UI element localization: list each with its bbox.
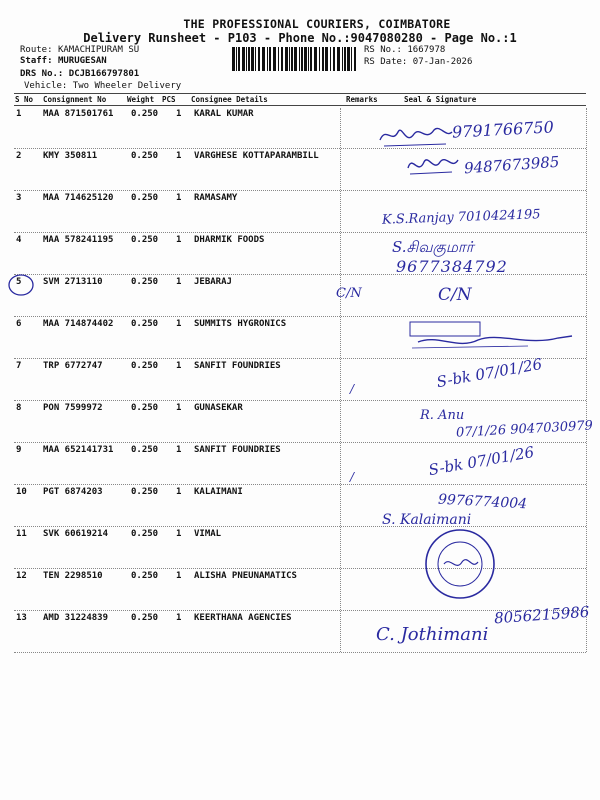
row-pcs: 1 (176, 319, 182, 329)
row-consignee: KALAIMANI (194, 487, 243, 497)
barcode-bar (304, 47, 307, 71)
row-separator (14, 652, 586, 653)
barcode-bar (248, 47, 250, 71)
company-name: THE PROFESSIONAL COURIERS, COIMBATORE (183, 17, 451, 31)
handwritten-phone-row1: 9791766750 (451, 117, 555, 142)
barcode-bar (333, 47, 335, 71)
row-pcs: 1 (176, 403, 182, 413)
col-consignee: Consignee Details (191, 95, 268, 104)
tick-row7: / (350, 382, 355, 396)
staff-label: Staff: (20, 56, 53, 66)
route-line (20, 45, 139, 55)
runsheet-title: Delivery Runsheet - P103 - Phone No.:9047080280 - Page No.:1 (83, 31, 517, 45)
barcode-bar (325, 47, 328, 71)
col-seal: Seal & Signature (404, 95, 477, 104)
row-pcs: 1 (176, 151, 182, 161)
barcode-bar (267, 47, 268, 71)
row-sno: 11 (16, 529, 27, 539)
staff-line (20, 56, 107, 66)
handwritten-row10-phone: 9976774004 (437, 491, 528, 513)
barcode-bar (262, 47, 265, 71)
header-top-rule (14, 93, 586, 94)
handwritten-row4-name: S.சிவகுமார் (392, 238, 474, 256)
rs-date-line (364, 57, 472, 67)
row-sno: 13 (16, 613, 27, 623)
drs-line (20, 69, 139, 79)
row-consignee: SANFIT FOUNDRIES (194, 445, 281, 455)
row-weight: 0.250 (131, 571, 159, 581)
row-weight: 0.250 (131, 109, 159, 119)
table-row (0, 527, 600, 569)
barcode-bar (258, 47, 260, 71)
handwritten-row13-phone: 8056215986 (493, 602, 590, 628)
drs-value: DCJB166797801 (68, 69, 140, 79)
barcode-bar (330, 47, 331, 71)
barcode-bar (354, 47, 356, 71)
row-consignment: MAA 652141731 (43, 445, 114, 455)
row-weight: 0.250 (131, 319, 159, 329)
row-sno: 9 (16, 445, 22, 455)
table-row (0, 233, 600, 275)
row-consignment: MAA 714874402 (43, 319, 114, 329)
barcode-bar (242, 47, 245, 71)
row-consignment: SVM 2713110 (43, 277, 103, 287)
row-consignee: ALISHA PNEUNAMATICS (194, 571, 297, 581)
row-pcs: 1 (176, 361, 182, 371)
row-consignment: PON 7599972 (43, 403, 103, 413)
row-pcs: 1 (176, 193, 182, 203)
row-consignee: KEERTHANA AGENCIES (194, 613, 292, 623)
vehicle-label: Vehicle: (24, 81, 68, 91)
route-label: Route: (20, 45, 53, 55)
drs-label: DRS No.: (20, 69, 64, 79)
handwritten-row5-sig: C/N (438, 285, 472, 305)
row-consignee: VARGHESE KOTTAPARAMBILL (194, 151, 319, 161)
barcode-bar (299, 47, 300, 71)
col-consignment: Consignment No (43, 95, 107, 104)
barcode-bar (281, 47, 283, 71)
row-consignee: VIMAL (194, 529, 222, 539)
barcode-bar (294, 47, 297, 71)
row-consignment: TRP 6772747 (43, 361, 103, 371)
row-weight: 0.250 (131, 403, 159, 413)
row-pcs: 1 (176, 571, 182, 581)
row-consignment: MAA 578241195 (43, 235, 114, 245)
row-sno: 3 (16, 193, 22, 203)
row-consignee: DHARMIK FOODS (194, 235, 265, 245)
row-sno: 12 (16, 571, 27, 581)
table-row (0, 569, 600, 611)
handwritten-row3: K.S.Ranjay 7010424195 (381, 207, 541, 228)
table-row (0, 275, 600, 317)
handwritten-row8-name: R. Anu (420, 408, 465, 423)
barcode-bar (301, 47, 303, 71)
staff-value: MURUGESAN (57, 56, 107, 66)
row-consignee: GUNASEKAR (194, 403, 243, 413)
row-sno: 10 (16, 487, 27, 497)
row-pcs: 1 (176, 109, 182, 119)
handwritten-row11-name: S. Kalaimani (382, 512, 472, 528)
route-value: KAMACHIPURAM SU (57, 45, 140, 55)
row-consignee: KARAL KUMAR (194, 109, 254, 119)
row-sno: 1 (16, 109, 22, 119)
row-consignee: SANFIT FOUNDRIES (194, 361, 281, 371)
barcode-bar (232, 47, 235, 71)
row-sno: 4 (16, 235, 22, 245)
col-pcs: PCS (162, 95, 176, 104)
rs-no-value: 1667978 (407, 45, 446, 55)
handwritten-row13-name: C. Jothimani (376, 624, 489, 645)
row-weight: 0.250 (131, 361, 159, 371)
row-weight: 0.250 (131, 235, 159, 245)
barcode-bar (308, 47, 309, 71)
barcode-bar (273, 47, 276, 71)
col-remarks: Remarks (346, 95, 378, 104)
vehicle-line (24, 81, 181, 91)
row-consignment: TEN 2298510 (43, 571, 103, 581)
barcode-bar (269, 47, 271, 71)
barcode-bar (322, 47, 324, 71)
row-sno: 5 (16, 277, 22, 287)
row-sno: 2 (16, 151, 22, 161)
row-weight: 0.250 (131, 487, 159, 497)
barcode-bar (351, 47, 352, 71)
barcode-bar (251, 47, 254, 71)
barcode-bar (255, 47, 256, 71)
row-sno: 8 (16, 403, 22, 413)
handwritten-row7: S-bk 07/01/26 (435, 354, 544, 392)
row-consignee: JEBARAJ (194, 277, 232, 287)
row-pcs: 1 (176, 613, 182, 623)
row-consignment: AMD 31224839 (43, 613, 109, 623)
row-consignee: RAMASAMY (194, 193, 238, 203)
row-sno: 6 (16, 319, 22, 329)
handwritten-row4-phone: 9677384792 (396, 257, 508, 276)
tick-row9: / (350, 470, 355, 484)
col-sno: S No (15, 95, 34, 104)
row-consignment: KMY 350811 (43, 151, 98, 161)
row-weight: 0.250 (131, 151, 159, 161)
row-consignment: MAA 714625120 (43, 193, 114, 203)
handwritten-row5-remark: C/N (336, 286, 362, 301)
row-consignment: PGT 6874203 (43, 487, 103, 497)
barcode-bar (236, 47, 237, 71)
barcode-bar (337, 47, 340, 71)
row-pcs: 1 (176, 277, 182, 287)
barcode-bar (347, 47, 350, 71)
barcode-bar (319, 47, 320, 71)
row-consignment: SVK 60619214 (43, 529, 109, 539)
barcode (232, 47, 356, 71)
barcode-bar (278, 47, 279, 71)
handwritten-row8-phone: 07/1/26 9047030979 (455, 418, 594, 441)
company-stamp-row6 (408, 320, 578, 352)
row-weight: 0.250 (131, 193, 159, 203)
row-weight: 0.250 (131, 529, 159, 539)
vehicle-value: Two Wheeler Delivery (72, 81, 182, 91)
row-consignee: SUMMITS HYGRONICS (194, 319, 287, 329)
round-seal-stamp (422, 526, 498, 602)
row-weight: 0.250 (131, 277, 159, 287)
rs-no-label: RS No.: (364, 45, 402, 55)
barcode-bar (246, 47, 247, 71)
barcode-bar (238, 47, 240, 71)
row-pcs: 1 (176, 235, 182, 245)
row-sno: 7 (16, 361, 22, 371)
row-pcs: 1 (176, 487, 182, 497)
barcode-bar (291, 47, 293, 71)
col-weight: Weight (127, 95, 155, 104)
row-consignment: MAA 871501761 (43, 109, 114, 119)
rs-date-label: RS Date: (364, 57, 408, 67)
signature-row1 (376, 118, 456, 152)
barcode-bar (310, 47, 312, 71)
handwritten-row9: S-bk 07/01/26 (427, 442, 536, 480)
row-weight: 0.250 (131, 613, 159, 623)
row-pcs: 1 (176, 529, 182, 539)
barcode-bar (344, 47, 346, 71)
barcode-bar (342, 47, 343, 71)
rs-date-value: 07-Jan-2026 (412, 57, 473, 67)
rs-no-line (364, 45, 445, 55)
barcode-bar (285, 47, 288, 71)
barcode-bar (289, 47, 290, 71)
row-weight: 0.250 (131, 445, 159, 455)
header-bottom-rule (14, 105, 586, 106)
row5-circle-mark (6, 272, 36, 298)
row-pcs: 1 (176, 445, 182, 455)
handwritten-phone-row2: 9487673985 (463, 152, 560, 178)
barcode-bar (314, 47, 317, 71)
signature-row2 (404, 150, 462, 180)
